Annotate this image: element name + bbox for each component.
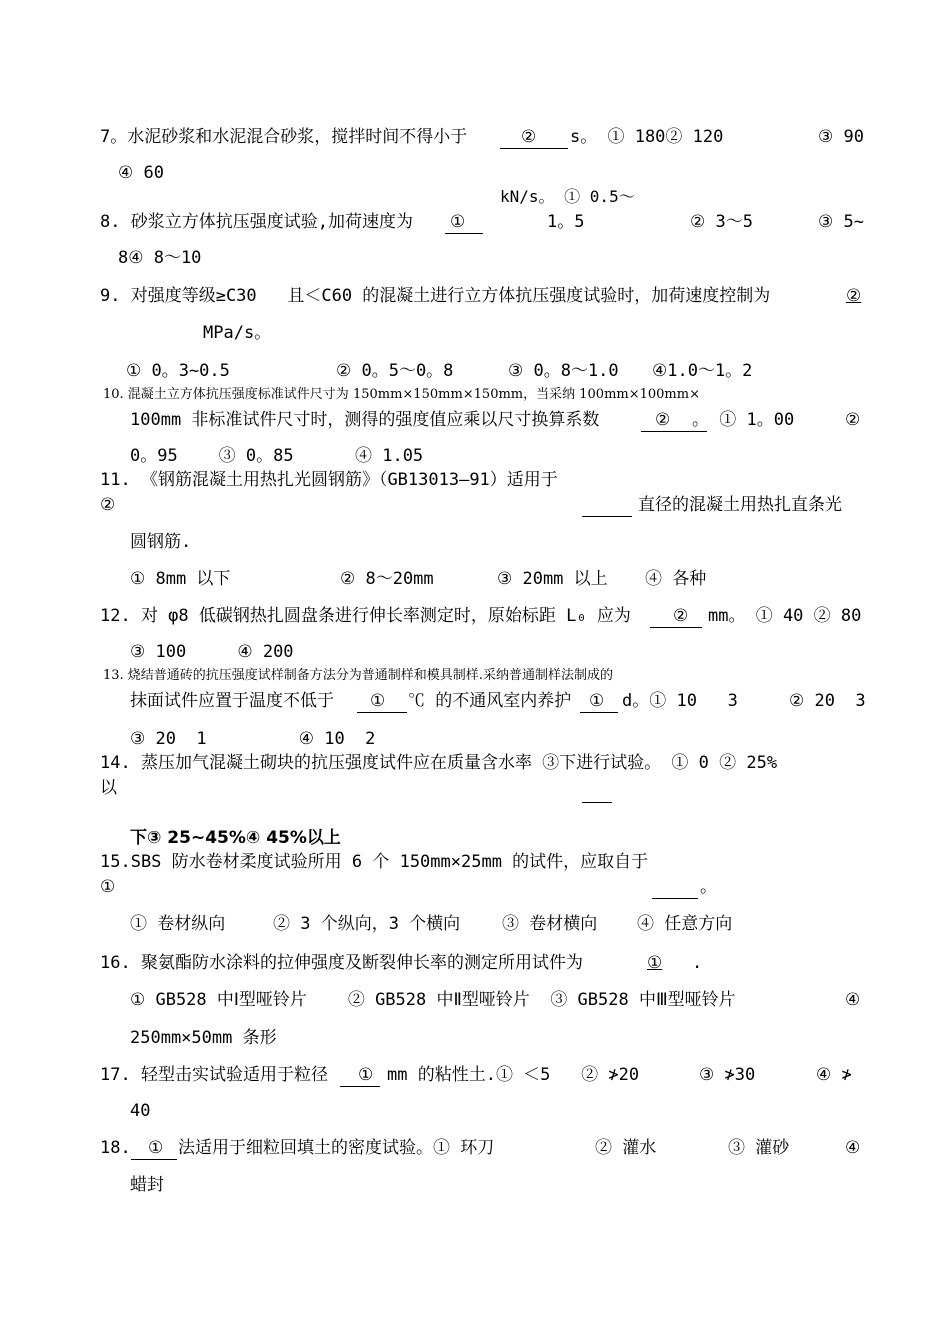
q15-option-3: ③ 卷材横向: [502, 914, 598, 934]
q9-answer: ②: [846, 286, 862, 306]
q18-option-3: ③ 灌砂: [728, 1138, 790, 1158]
q17-line1: 17. 轻型击实试验适用于粒径: [100, 1065, 328, 1085]
q10-line1: 10. 混凝土立方体抗压强度标准试件尺寸为 150mm×150mm×150mm，当采纳 100mm×100mm×: [103, 387, 700, 402]
q14-line1: 14. 蒸压加气混凝土砌块的抗压强度试件应在质量含水率 ③下进行试验。 ① 0 ② 25%: [100, 753, 778, 773]
q14-answer-blank: [582, 802, 612, 803]
q11-option-1: ① 8mm 以下: [130, 569, 231, 589]
q16-line1: 16. 聚氨酯防水涂料的拉伸强度及断裂伸长率的测定所用试件为: [100, 953, 583, 973]
q16-answer: ①: [647, 953, 663, 973]
q7-options-1: s。 ① 180② 120: [570, 127, 724, 147]
q18-answer-blank: [131, 1159, 177, 1160]
q11-line3: 圆钢筋.: [130, 532, 192, 552]
q18-option-2: ② 灌水: [595, 1138, 657, 1158]
q11-option-2: ② 8～20mm: [340, 569, 434, 589]
q15-option-1: ① 卷材纵向: [130, 914, 226, 934]
q12-line1: 12. 对 φ8 低碳钢热扎圆盘条进行伸长率测定时，原始标距 L₀ 应为: [100, 606, 631, 626]
q17-option-4-marker: ④ ≯: [816, 1065, 852, 1085]
q13-answer1: ①: [370, 691, 386, 711]
q9-option-2: ② 0。5～0。8: [336, 361, 454, 381]
q17-options-1: mm 的粘性土.① ＜5 ② ≯20: [387, 1065, 640, 1085]
q17-answer-blank: [340, 1086, 380, 1087]
q7-option-3: ③ 90: [818, 127, 864, 147]
q16-period: .: [692, 953, 703, 973]
q10-option-1: 。 ① 1。00: [692, 410, 795, 430]
q7-answer: ②: [521, 127, 537, 147]
q10-answer-blank: [641, 431, 707, 432]
q10-answer: ②: [655, 410, 671, 430]
q17-option-3: ③ ≯30: [699, 1065, 756, 1085]
q18-number: 18.: [100, 1138, 131, 1158]
q15-period: 。: [700, 877, 717, 897]
q13-option-1: d。① 10 3: [622, 691, 738, 711]
q18-option-4: 蜡封: [130, 1175, 164, 1195]
q12-options-1: mm。 ① 40 ② 80: [708, 606, 862, 626]
q8-line2: 8④ 8～10: [118, 248, 202, 268]
q11-line2: 直径的混凝土用热扎直条光: [638, 495, 842, 515]
q7-option-4: ④ 60: [118, 163, 164, 183]
q9-option-1: ① 0。3~0.5: [126, 361, 230, 381]
q13-answer2-blank: [580, 712, 618, 713]
q16-option-4-marker: ④: [845, 990, 861, 1010]
q15-option-2: ② 3 个纵向，3 个横向: [273, 914, 461, 934]
q7-line1: 7。水泥砂浆和水泥混合砂浆，搅拌时间不得小于: [100, 127, 468, 147]
q8-option-1-end: 1。5: [547, 212, 585, 232]
q13-answer1-blank: [357, 712, 407, 713]
q15-answer-blank: [652, 898, 698, 899]
q9-option-4: ④1.0～1。2: [652, 361, 753, 381]
q14-line1-wrap: 以: [100, 778, 117, 798]
q17-answer: ①: [358, 1065, 374, 1085]
q12-answer-blank: [650, 627, 702, 628]
q15-answer: ①: [100, 877, 116, 897]
q8-answer: ①: [450, 212, 466, 232]
q7-answer-blank: [500, 148, 568, 149]
q17-option-4: 40: [130, 1101, 151, 1121]
q18-answer: ①: [148, 1138, 164, 1158]
q8-option-2: ② 3～5: [690, 212, 753, 232]
q9-option-3: ③ 0。8～1.0: [508, 361, 619, 381]
q9-unit: MPa/s。: [203, 323, 272, 343]
q8-unit-line: kN/s。 ① 0.5～: [500, 187, 635, 206]
q11-option-3: ③ 20mm 以上: [497, 569, 608, 589]
q8-option-3: ③ 5~: [818, 212, 864, 232]
q13-line3: ③ 20 1 ④ 10 2: [130, 729, 376, 749]
q10-option-2-marker: ②: [845, 410, 861, 430]
q13-answer2: ①: [589, 691, 605, 711]
q15-line1: 15.SBS 防水卷材柔度试验所用 6 个 150mm×25mm 的试件，应取自于: [100, 852, 649, 872]
q8-line1: 8. 砂浆立方体抗压强度试验,加荷速度为: [100, 212, 413, 232]
q13-line1: 13. 烧结普通砖的抗压强度试样制备方法分为普通制样和模具制样.采纳普通制样法制成的: [103, 668, 613, 683]
q18-line1: 法适用于细粒回填土的密度试验。① 环刀: [178, 1138, 495, 1158]
q10-line3: 0。95 ③ 0。85 ④ 1.05: [130, 446, 424, 466]
q11-line1: 11. 《钢筋混凝土用热扎光圆钢筋》（GB13013—91）适用于: [100, 470, 558, 490]
q13-option-2: ② 20 3: [789, 691, 866, 711]
q13-line2-mid: ℃ 的不通风室内养护: [408, 691, 572, 711]
q10-line2: 100mm 非标准试件尺寸时，测得的强度值应乘以尺寸换算系数: [130, 410, 600, 430]
q11-answer-blank: [582, 516, 632, 517]
q8-answer-blank: [445, 233, 483, 234]
q13-line2: 抹面试件应置于温度不低于: [130, 691, 334, 711]
q11-answer: ②: [100, 495, 116, 515]
q16-options: ① GB528 中Ⅰ型哑铃片 ② GB528 中Ⅱ型哑铃片 ③ GB528 中Ⅲ型哑铃片: [130, 990, 736, 1010]
q14-line2: 下③ 25~45%④ 45%以上: [130, 828, 341, 848]
q16-option-4: 250mm×50mm 条形: [130, 1028, 277, 1048]
q15-option-4: ④ 任意方向: [637, 914, 733, 934]
q11-option-4: ④ 各种: [645, 569, 707, 589]
q9-line1: 9. 对强度等级≥C30 且＜C60 的混凝土进行立方体抗压强度试验时，加荷速度控制为: [100, 286, 771, 306]
q12-line2: ③ 100 ④ 200: [130, 642, 294, 662]
q12-answer: ②: [673, 606, 689, 626]
q18-option-4-marker: ④: [845, 1138, 861, 1158]
